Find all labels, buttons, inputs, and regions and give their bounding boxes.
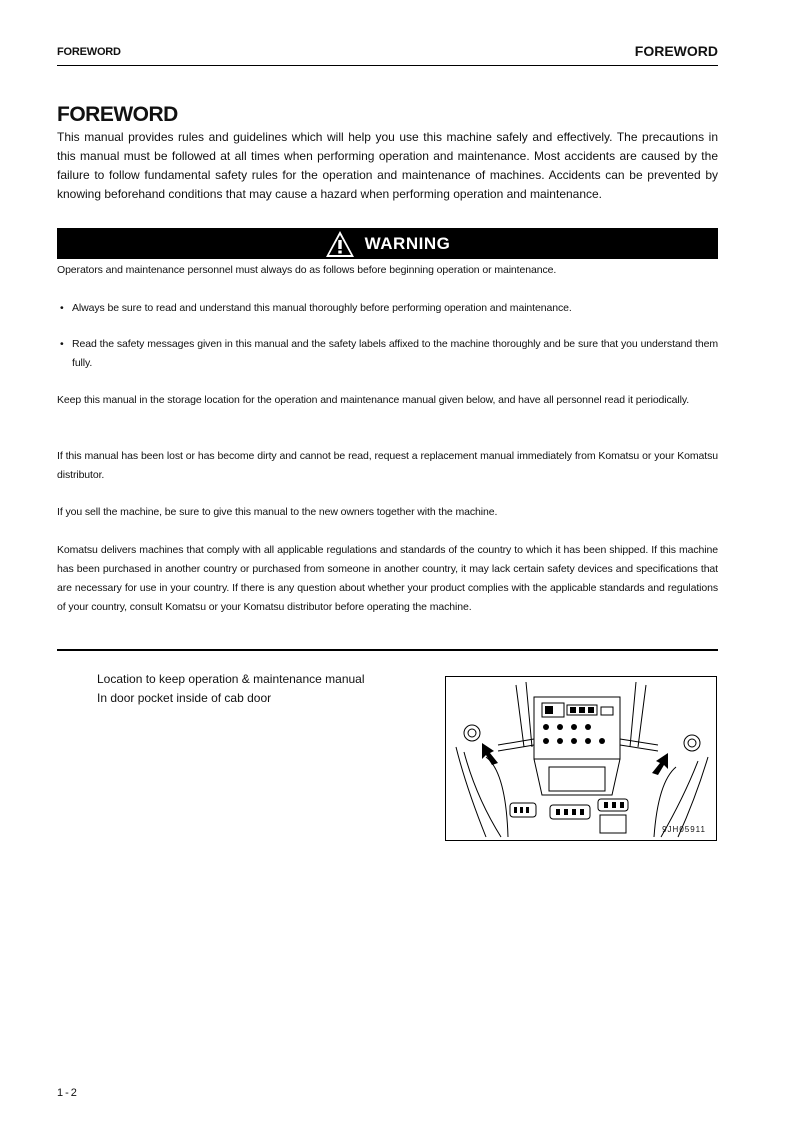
paragraph-replacement: If this manual has been lost or has become dirty and cannot be read, request a replacement manual immediately from Komatsu or your Komatsu distributor.: [57, 450, 718, 481]
warning-lead-text: Operators and maintenance personnel must always do as follows before beginning operation or maintenance.: [57, 264, 557, 276]
location-line-1: Location to keep operation & maintenance manual: [97, 672, 365, 686]
warning-bullet: [60, 335, 718, 373]
warning-banner: [57, 228, 718, 259]
cab-drawing: [446, 677, 716, 840]
warning-bullet: [60, 299, 718, 318]
location-line-2: In door pocket inside of cab door: [97, 691, 272, 705]
bullet-text: Always be sure to read and understand this manual thoroughly before performing operation and maintenance.: [72, 302, 572, 314]
paragraph-regulations: Komatsu delivers machines that comply with all applicable regulations and standards of the country to which it has been shipped. If this machine has been purchased in another country or purchased from someone in another country, it may lack certain safety devices and specifications that are necessary for use in your country. If there is any question about whether your product complies with the applicable standards and regulations of your country, consult Komatsu or your Komatsu distributor before operating the machine.: [57, 544, 718, 613]
paragraph-storage: Keep this manual in the storage location for the operation and maintenance manual given below, and have all personnel read it periodically.: [57, 394, 690, 406]
location-note: [97, 670, 365, 708]
header-section-left: FOREWORD: [57, 46, 121, 58]
bullet-text: Read the safety messages given in this manual and the safety labels affixed to the machine thoroughly and be sure that you understand them fully.: [72, 338, 718, 369]
section-divider: [57, 649, 718, 651]
header-section-right: FOREWORD: [634, 43, 718, 59]
bullet-marker: •: [60, 302, 64, 314]
page-title: FOREWORD: [57, 103, 178, 126]
figure-code: 9JH05911: [662, 825, 706, 834]
warning-triangle-icon: [325, 230, 355, 258]
bullet-marker: •: [60, 338, 64, 350]
warning-label: WARNING: [364, 233, 451, 253]
cab-interior-illustration: [445, 676, 717, 841]
intro-paragraph: This manual provides rules and guidelines which will help you use this machine safely and effectively. The precautions in this manual must be followed at all times when performing operation and maintenance. Most accidents are caused by the failure to follow fundamental safety rules for the operation and maintenance of machines. Accidents can be prevented by knowing beforehand conditions that may cause a hazard when performing operation and maintenance.: [57, 130, 718, 201]
header-divider: [57, 65, 718, 66]
paragraph-resale: If you sell the machine, be sure to give this manual to the new owners together with the machine.: [57, 506, 498, 518]
page-number: 1-2: [57, 1087, 79, 1099]
